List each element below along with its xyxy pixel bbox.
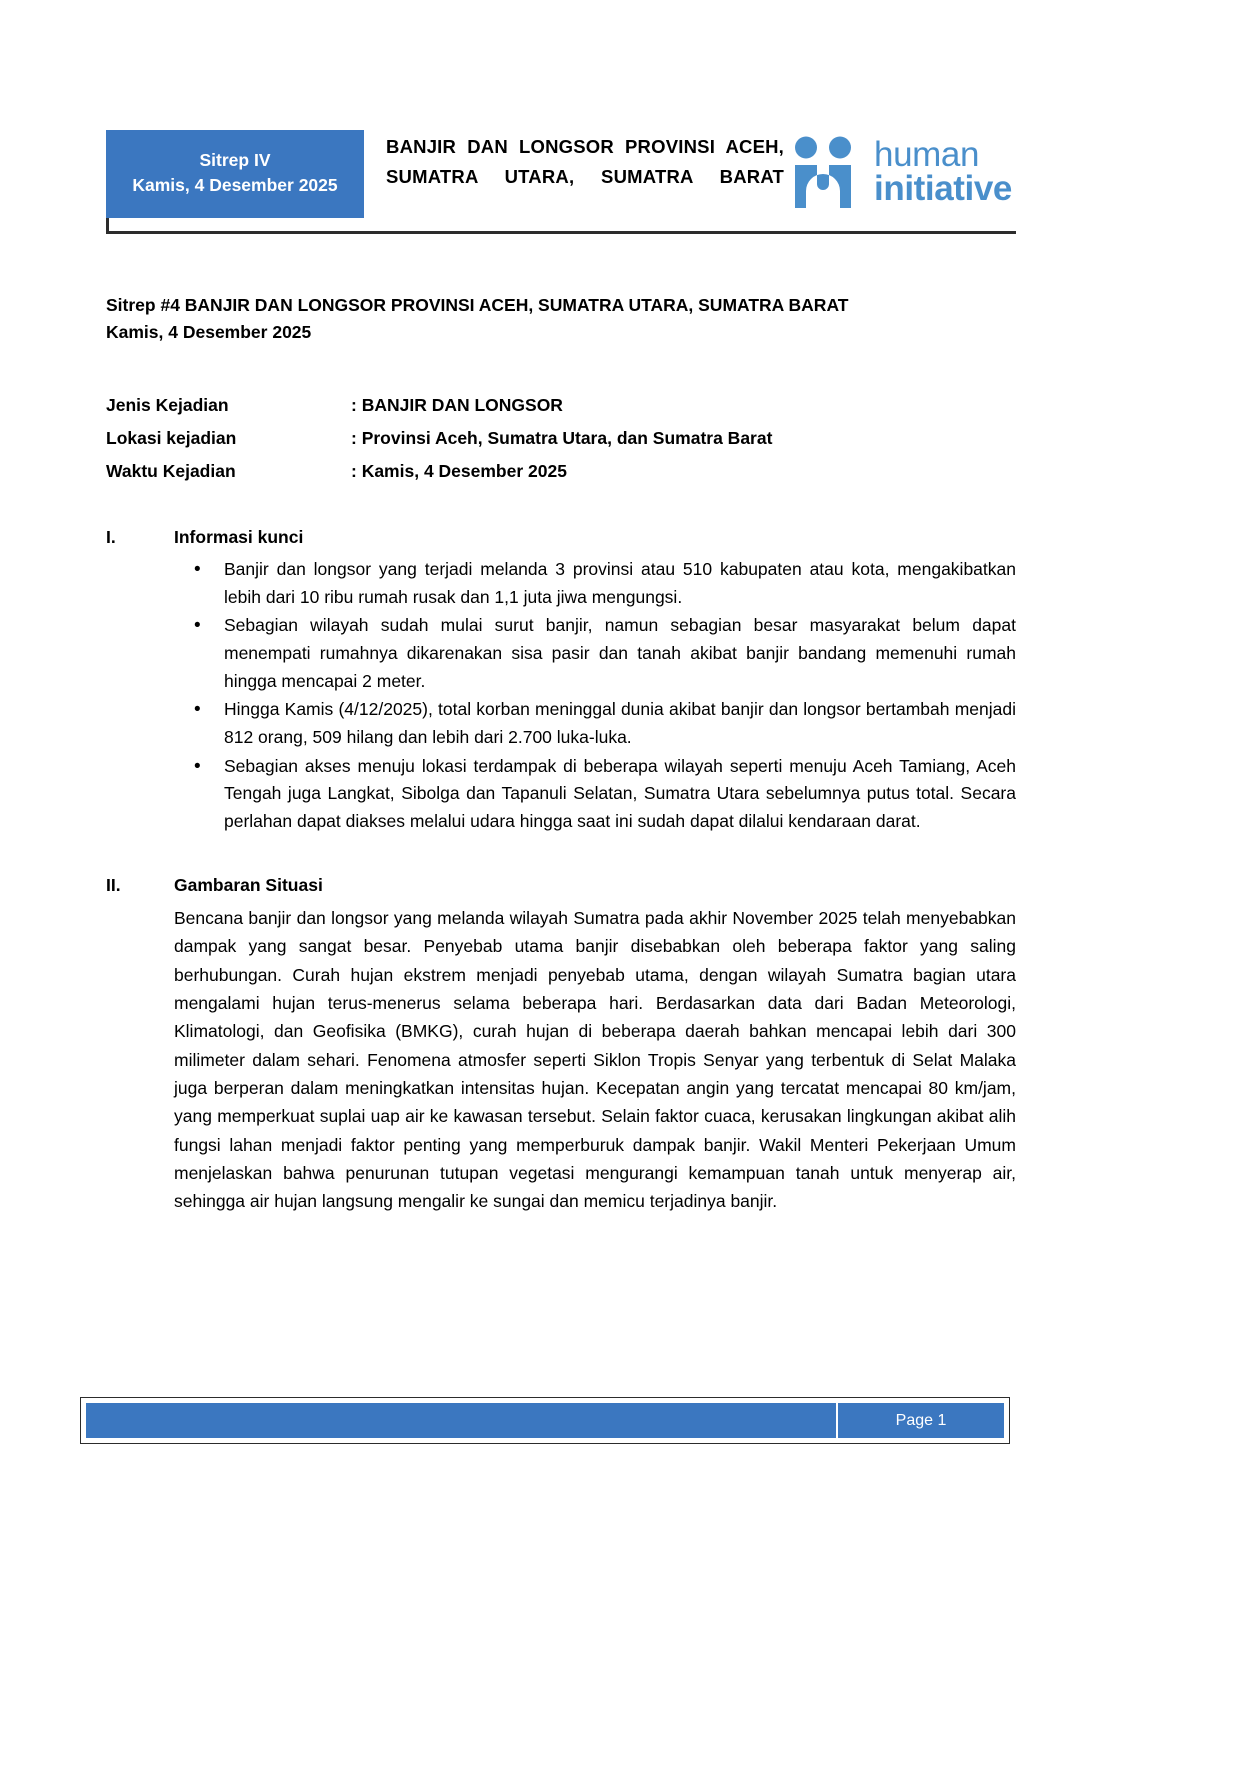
key-information-list (106, 556, 1016, 835)
meta-value-lokasi-kejadian: : Provinsi Aceh, Sumatra Utara, dan Sumatra Barat (351, 428, 773, 449)
section-gambaran-situasi (106, 872, 1016, 1216)
section-title: Informasi kunci (174, 526, 304, 547)
document-content (106, 292, 1016, 1216)
sitrep-badge (106, 130, 364, 218)
header-title: BANJIR DAN LONGSOR PROVINSI ACEH, SUMATRA UTARA, SUMATRA BARAT (386, 136, 785, 187)
meta-label-jenis-kejadian: Jenis Kejadian (106, 395, 229, 416)
footer-accent-bar (86, 1403, 836, 1438)
section-heading (106, 524, 1016, 550)
logo-text-initiative: initiative (874, 169, 1012, 208)
meta-label-lokasi-kejadian: Lokasi kejadian (106, 428, 237, 449)
logo-text-human: human (874, 135, 980, 175)
list-item: • Sebagian akses menuju lokasi terdampak di beberapa wilayah seperti menuju Aceh Tamiang, Aceh Tengah juga Langkat, Sibolga dan Tapanuli Selatan, Sumatra Utara sebelumnya putus total. Secara perlahan dapat diakses melalui udara hingga saat ini sudah dapat dilalui kendaraan darat. (106, 753, 1016, 836)
section-number: I. (106, 526, 116, 547)
situation-paragraph: Bencana banjir dan longsor yang melanda wilayah Sumatra pada akhir November 2025 telah menyebabkan dampak yang sangat besar. Penyebab utama banjir disebabkan oleh beberapa faktor yang saling berhubungan. Curah hujan ekstrem menjadi penyebab utama, dengan wilayah Sumatra bagian utara mengalami hujan terus-menerus selama beberapa hari. Berdasarkan data dari Badan Meteorologi, Klimatologi, dan Geofisika (BMKG), curah hujan di beberapa daerah bahkan mencapai lebih dari 300 milimeter dalam sehari. Fenomena atmosfer seperti Siklon Tropis Senyar yang terbentuk di Selat Malaka juga berperan dalam meningkatkan intensitas hujan. Kecepatan angin yang tercatat mencapai 80 km/jam, yang memperkuat suplai uap air ke kawasan tersebut. Selain faktor cuaca, kerusakan lingkungan akibat alih fungsi lahan menjadi faktor penting yang memperburuk dampak banjir. Wakil Menteri Pekerjaan Umum menjelaskan bahwa penurunan tutupan vegetasi mengurangi kemampuan tanah untuk menyerap air, sehingga air hujan langsung mengalir ke sungai dan memicu terjadinya banjir. (174, 907, 1016, 1212)
meta-row (106, 389, 1016, 422)
page-title-line2: Kamis, 4 Desember 2025 (106, 322, 312, 343)
meta-row (106, 455, 1016, 488)
meta-value-waktu-kejadian: : Kamis, 4 Desember 2025 (351, 461, 567, 482)
page-title-line1: Sitrep #4 BANJIR DAN LONGSOR PROVINSI ACEH, SUMATRA UTARA, SUMATRA BARAT (106, 295, 849, 315)
page-number: Page 1 (836, 1403, 1004, 1438)
list-item: • Hingga Kamis (4/12/2025), total korban meninggal dunia akibat banjir dan longsor bertambah menjadi 812 orang, 509 hilang dan lebih dari 2.700 luka-luka. (106, 696, 1016, 751)
two-people-icon (784, 136, 862, 208)
meta-value-jenis-kejadian: : BANJIR DAN LONGSOR (351, 395, 563, 416)
sitrep-badge-line1: Sitrep IV (199, 149, 271, 170)
section-title: Gambaran Situasi (174, 874, 323, 895)
human-initiative-logo (784, 130, 1016, 208)
list-item: • Sebagian wilayah sudah mulai surut banjir, namun sebagian besar masyarakat belum dapat menempati rumahnya dikarenakan sisa pasir dan tanah akibat banjir bandang memenuhi rumah hingga mencapai 2 meter. (106, 612, 1016, 695)
document-header (106, 130, 1016, 218)
meta-label-waktu-kejadian: Waktu Kejadian (106, 461, 236, 482)
section-heading (106, 872, 1016, 898)
meta-row (106, 422, 1016, 455)
section-informasi-kunci (106, 524, 1016, 836)
logo-wordmark (874, 135, 1012, 208)
event-metadata (106, 389, 1016, 488)
page-title (106, 292, 1016, 346)
page-footer (80, 1397, 1010, 1444)
header-divider (106, 231, 1016, 234)
list-item: • Banjir dan longsor yang terjadi melanda 3 provinsi atau 510 kabupaten atau kota, mengakibatkan lebih dari 10 ribu rumah rusak dan 1,1 juta jiwa mengungsi. (106, 556, 1016, 611)
section-number: II. (106, 874, 121, 895)
sitrep-badge-line2: Kamis, 4 Desember 2025 (132, 175, 338, 195)
